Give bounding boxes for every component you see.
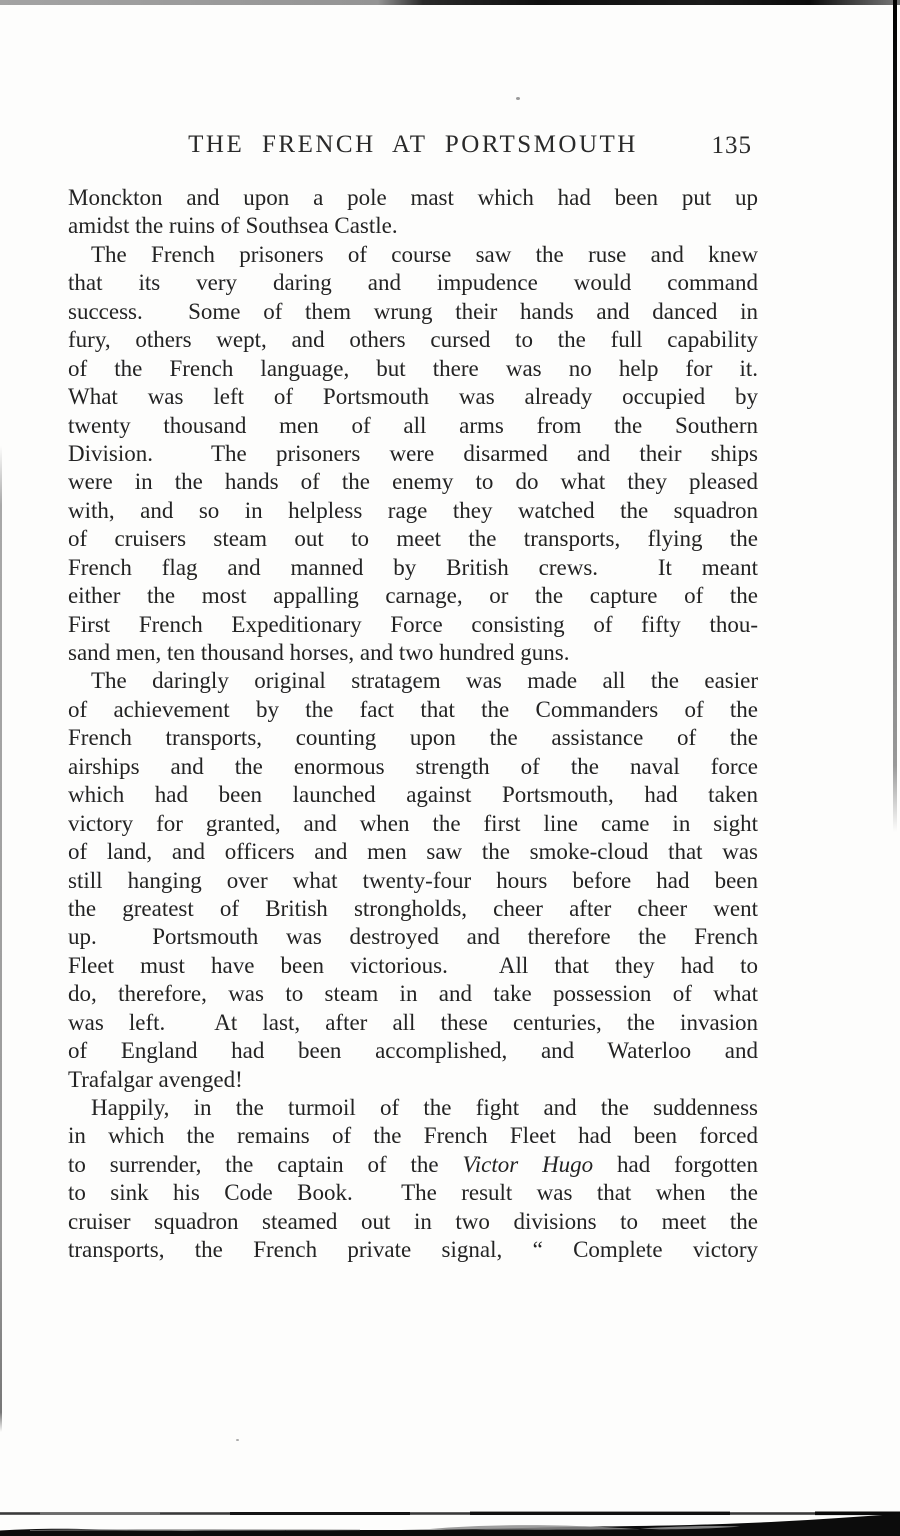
scan-speck — [236, 1439, 239, 1441]
text-line: French flag and manned by British crews. It meant — [68, 554, 758, 580]
text-line: French transports, counting upon the assistance of the — [68, 725, 758, 751]
text-line: of cruisers steam out to meet the transports, flying the — [68, 526, 758, 552]
text-line: in which the remains of the French Fleet had been forced — [68, 1123, 758, 1149]
text-line: twenty thousand men of all arms from the Southern — [68, 412, 758, 438]
paragraph — [68, 184, 758, 241]
text-line: First French Expeditionary Force consisting of fifty thou- — [68, 611, 758, 637]
paragraph — [68, 667, 758, 1094]
text-line: airships and the enormous strength of the naval force — [68, 753, 758, 779]
text-line: up. Portsmouth was destroyed and therefore the French — [68, 924, 758, 950]
page-header — [68, 131, 758, 165]
body-text — [68, 184, 758, 1265]
text-line: to surrender, the captain of the Victor Hugo had forgotten — [68, 1151, 758, 1177]
text-line: fury, others wept, and others cursed to the full capability — [68, 327, 758, 353]
text-line: of land, and officers and men saw the smoke-cloud that was — [68, 839, 758, 865]
paragraph — [68, 1094, 758, 1265]
text-line: of the French language, but there was no help for it. — [68, 355, 758, 381]
text-line: sand men, ten thousand horses, and two hundred guns. — [68, 640, 570, 665]
text-line: do, therefore, was to steam in and take possession of what — [68, 981, 758, 1007]
text-line: Monckton and upon a pole mast which had been put up — [68, 185, 758, 210]
text-line: amidst the ruins of Southsea Castle. — [68, 213, 398, 239]
text-line: success. Some of them wrung their hands and danced in — [68, 298, 758, 324]
scan-edge-left — [0, 446, 2, 1432]
text-line: What was left of Portsmouth was already occupied by — [68, 384, 758, 410]
text-line: with, and so in helpless rage they watched the squadron — [68, 497, 758, 523]
text-line: cruiser squadron steamed out in two divisions to meet the — [68, 1208, 758, 1234]
paragraph — [68, 241, 758, 668]
text-line: was left. At last, after all these centuries, the invasion — [68, 1009, 758, 1035]
text-line: The French prisoners of course saw the ruse and knew — [91, 241, 758, 267]
text-line: were in the hands of the enemy to do what they pleased — [68, 469, 758, 495]
text-line: that its very daring and impudence would command — [68, 270, 758, 296]
scan-edge-top — [0, 0, 900, 5]
text-line: victory for granted, and when the first line came in sight — [68, 810, 758, 836]
text-line: Fleet must have been victorious. All that they had to — [68, 952, 758, 978]
scan-speck — [516, 97, 520, 100]
scan-edge-right — [893, 0, 897, 832]
text-line: of achievement by the fact that the Commanders of the — [68, 696, 758, 722]
text-line: transports, the French private signal, “ Complete victory — [68, 1237, 758, 1263]
page-number: 135 — [711, 132, 752, 159]
text-line: Happily, in the turmoil of the fight and the suddenness — [91, 1095, 758, 1120]
text-line: Trafalgar avenged! — [68, 1066, 243, 1092]
text-line: still hanging over what twenty-four hours before had been — [68, 867, 758, 893]
text-line: either the most appalling carnage, or the capture of the — [68, 583, 758, 609]
text-line: which had been launched against Portsmouth, had taken — [68, 782, 758, 808]
text-line: The daringly original stratagem was made all the easier — [91, 668, 758, 694]
text-line: the greatest of British strongholds, cheer after cheer went — [68, 895, 758, 921]
text-line: of England had been accomplished, and Waterloo and — [68, 1038, 758, 1064]
text-line: Division. The prisoners were disarmed and their ships — [68, 440, 758, 466]
text-line: to sink his Code Book. The result was that when the — [68, 1180, 758, 1206]
running-title: THE FRENCH AT PORTSMOUTH — [188, 131, 638, 158]
scan-edge-bottom — [0, 1510, 900, 1536]
